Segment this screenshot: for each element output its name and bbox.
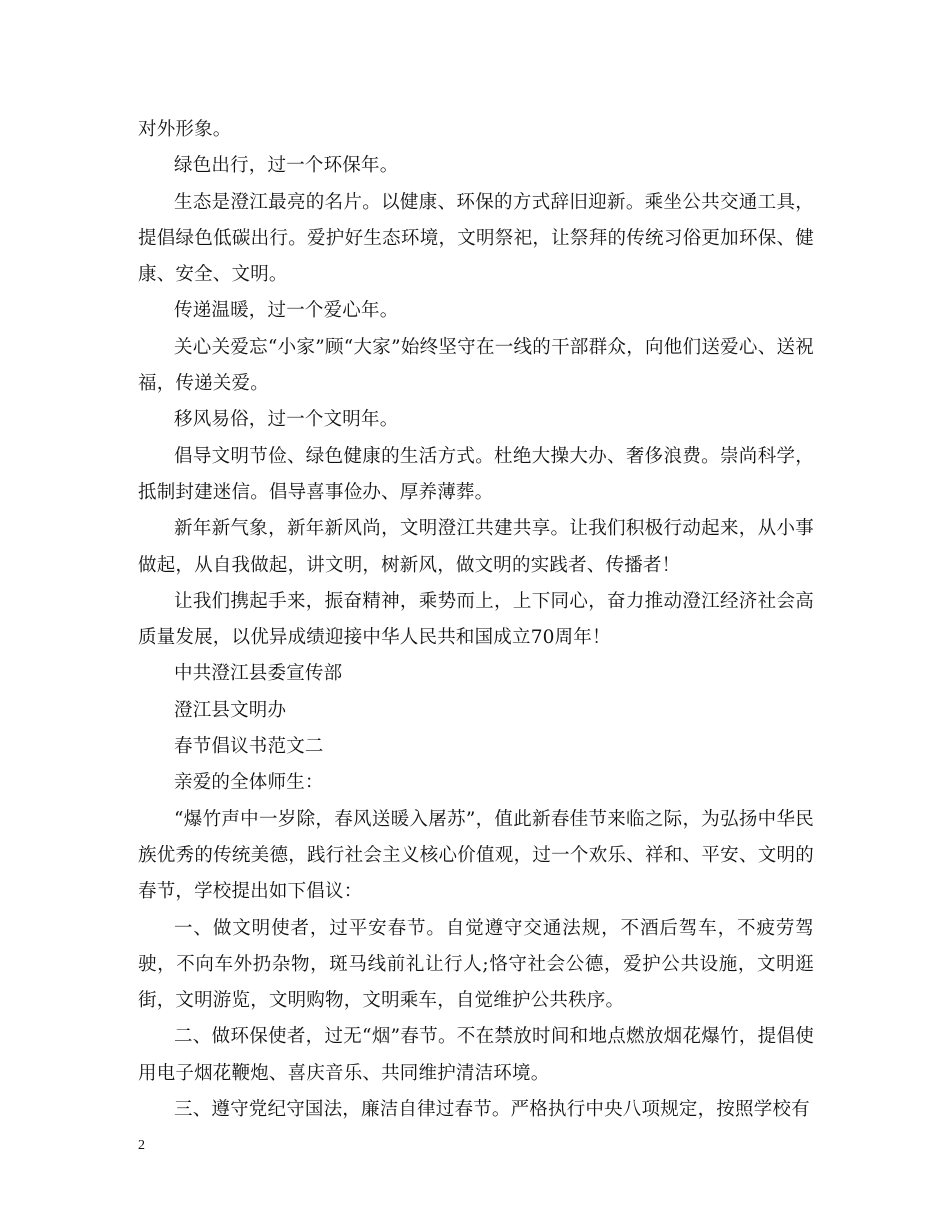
paragraph: 绿色出行，过一个环保年。 [174,155,399,177]
signature-office: 澄江县文明办 [174,699,287,721]
page-number: 2 [138,1138,145,1153]
signature-org: 中共澄江县委宣传部 [174,663,343,685]
salutation: 亲爱的全体师生： [174,772,324,794]
paragraph: 对外形象。 [138,119,232,140]
paragraph: 移风易俗，过一个文明年。 [174,409,399,431]
paragraph: 二、做环保使者，过无“烟”春节。不在禁放时间和地点燃放烟花爆竹，提倡使用电子烟花鞭炮、喜庆音乐、共同维护清洁环境。 [138,1026,814,1084]
paragraph: 让我们携起手来，振奋精神，乘势而上，上下同心，奋力推动澄江经济社会高质量发展，以优异成绩迎接中华人民共和国成立70周年！ [138,590,814,649]
paragraph: 关心关爱忘“小家”顾“大家”始终坚守在一线的干部群众，向他们送爱心、送祝福，传递关爱。 [138,336,814,395]
paragraph: “爆竹声中一岁除，春风送暖入屠苏”，值此新春佳节来临之际，为弘扬中华民族优秀的传统美德，践行社会主义核心价值观，过一个欢乐、祥和、平安、文明的春节，学校提出如下倡议： [138,808,814,903]
paragraph: 传递温暖，过一个爱心年。 [174,300,399,322]
paragraph: 一、做文明使者，过平安春节。自觉遵守交通法规，不酒后驾车，不疲劳驾驶，不向车外扔杂物，斑马线前礼让行人;恪守社会公德，爱护公共设施，文明逛街，文明游览，文明购物，文明乘车，自觉维护公共秩序。 [138,917,814,1012]
paragraph: 生态是澄江最亮的名片。以健康、环保的方式辞旧迎新。乘坐公共交通工具，提倡绿色低碳出行。爱护好生态环境，文明祭祀，让祭拜的传统习俗更加环保、健康、安全、文明。 [138,191,814,286]
paragraph: 三、遵守党纪守国法，廉洁自律过春节。严格执行中央八项规定，按照学校有 [174,1099,810,1121]
paragraph: 倡导文明节俭、绿色健康的生活方式。杜绝大操大办、奢侈浪费。崇尚科学，抵制封建迷信。倡导喜事俭办、厚养薄葬。 [138,445,814,503]
paragraph: 新年新气象，新年新风尚，文明澄江共建共享。让我们积极行动起来，从小事做起，从自我做起，讲文明，树新风，做文明的实践者、传播者！ [138,518,814,576]
section-heading: 春节倡议书范文二 [174,736,324,758]
document-body [138,112,814,1128]
